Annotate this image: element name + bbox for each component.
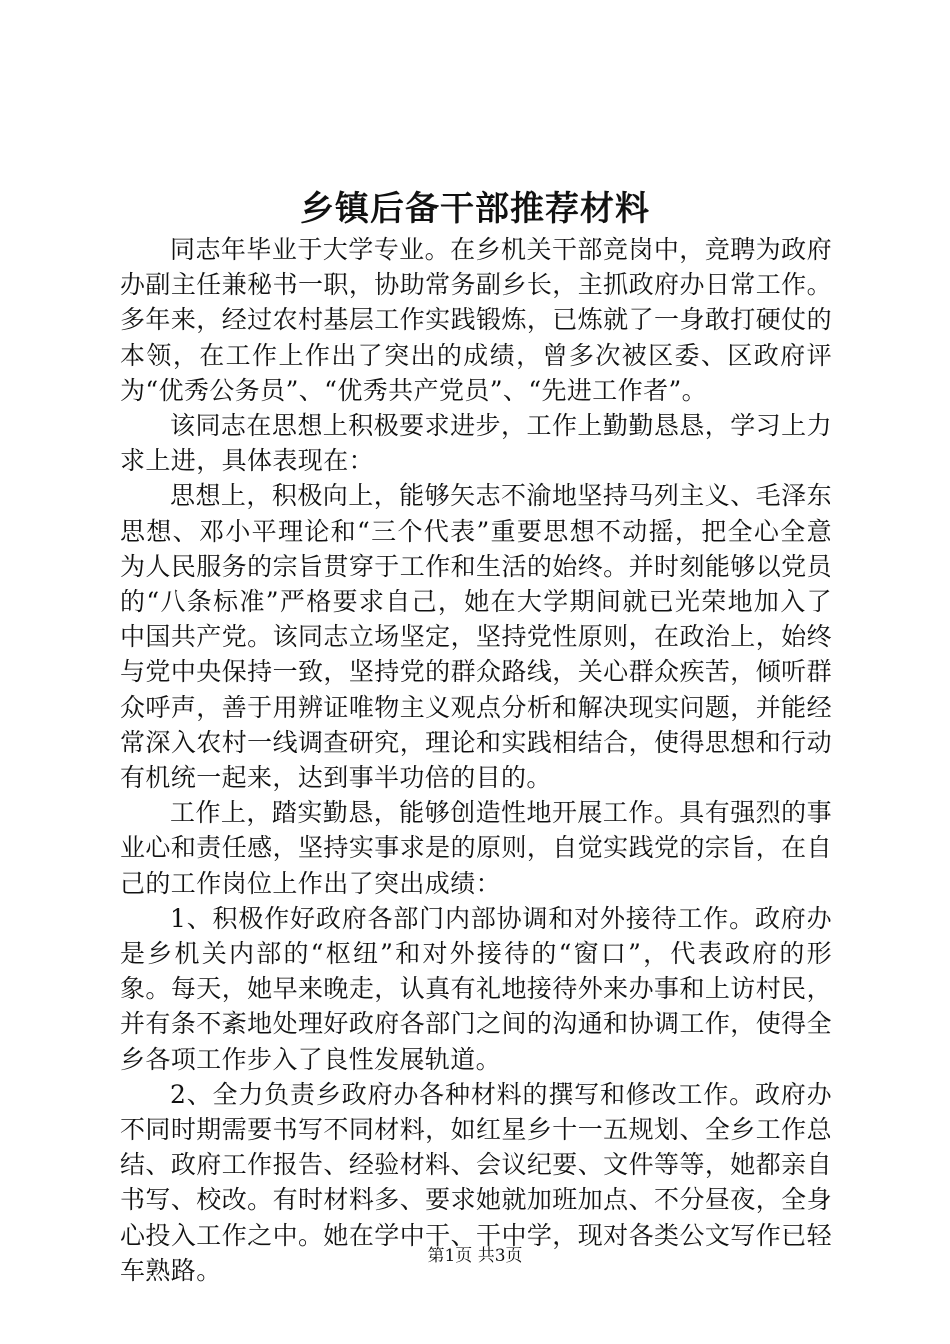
document-title: 乡镇后备干部推荐材料 bbox=[300, 189, 650, 229]
page-footer: 第1页 共3页 bbox=[427, 1246, 523, 1266]
paragraph-thought: 思想上，积极向上，能够矢志不渝地坚持马列主义、毛泽东思想、邓小平理论和“三个代表”重要思想不动摇，把全心全意为人民服务的宗旨贯穿于工作和生活的始终。并时刻能够以党员的“八条标准”严格要求自己，她在大学期间就已光荣地加入了中国共产党。该同志立场坚定，坚持党性原则，在政治上，始终与党中央保持一致，坚持党的群众路线，关心群众疾苦，倾听群众呼声，善于用辨证唯物主义观点分析和解决现实问题，并能经常深入农村一线调查研究，理论和实践相结合，使得思想和行动有机统一起来，达到事半功倍的目的。 bbox=[120, 481, 832, 793]
paragraph-summary: 该同志在思想上积极要求进步，工作上勤勤恳恳，学习上力求上进，具体表现在： bbox=[120, 411, 832, 476]
paragraph-item-2: 2、全力负责乡政府办各种材料的撰写和修改工作。政府办不同时期需要书写不同材料，如红星乡十一五规划、全乡工作总结、政府工作报告、经验材料、会议纪要、文件等等，她都亲自书写、校改。有时材料多、要求她就加班加点、不分昼夜，全身心投入工作之中。她在学中干、干中学，现对各类公文写作已轻车熟路。 bbox=[120, 1079, 832, 1285]
paragraph-item-1: 1、积极作好政府各部门内部协调和对外接待工作。政府办是乡机关内部的“枢纽”和对外接待的“窗口”，代表政府的形象。每天，她早来晚走，认真有礼地接待外来办事和上访村民，并有条不紊地处理好政府各部门之间的沟通和协调工作，使得全乡各项工作步入了良性发展轨道。 bbox=[120, 903, 832, 1074]
paragraph-work: 工作上，踏实勤恳，能够创造性地开展工作。具有强烈的事业心和责任感，坚持实事求是的原则，自觉实践党的宗旨，在自己的工作岗位上作出了突出成绩： bbox=[120, 798, 832, 898]
document-body bbox=[120, 232, 832, 1288]
paragraph-intro: 同志年毕业于大学专业。在乡机关干部竞岗中，竞聘为政府办副主任兼秘书一职，协助常务副乡长，主抓政府办日常工作。多年来，经过农村基层工作实践锻炼，已炼就了一身敢打硬仗的本领，在工作上作出了突出的成绩，曾多次被区委、区政府评为“优秀公务员”、“优秀共产党员”、“先进工作者”。 bbox=[120, 235, 832, 405]
